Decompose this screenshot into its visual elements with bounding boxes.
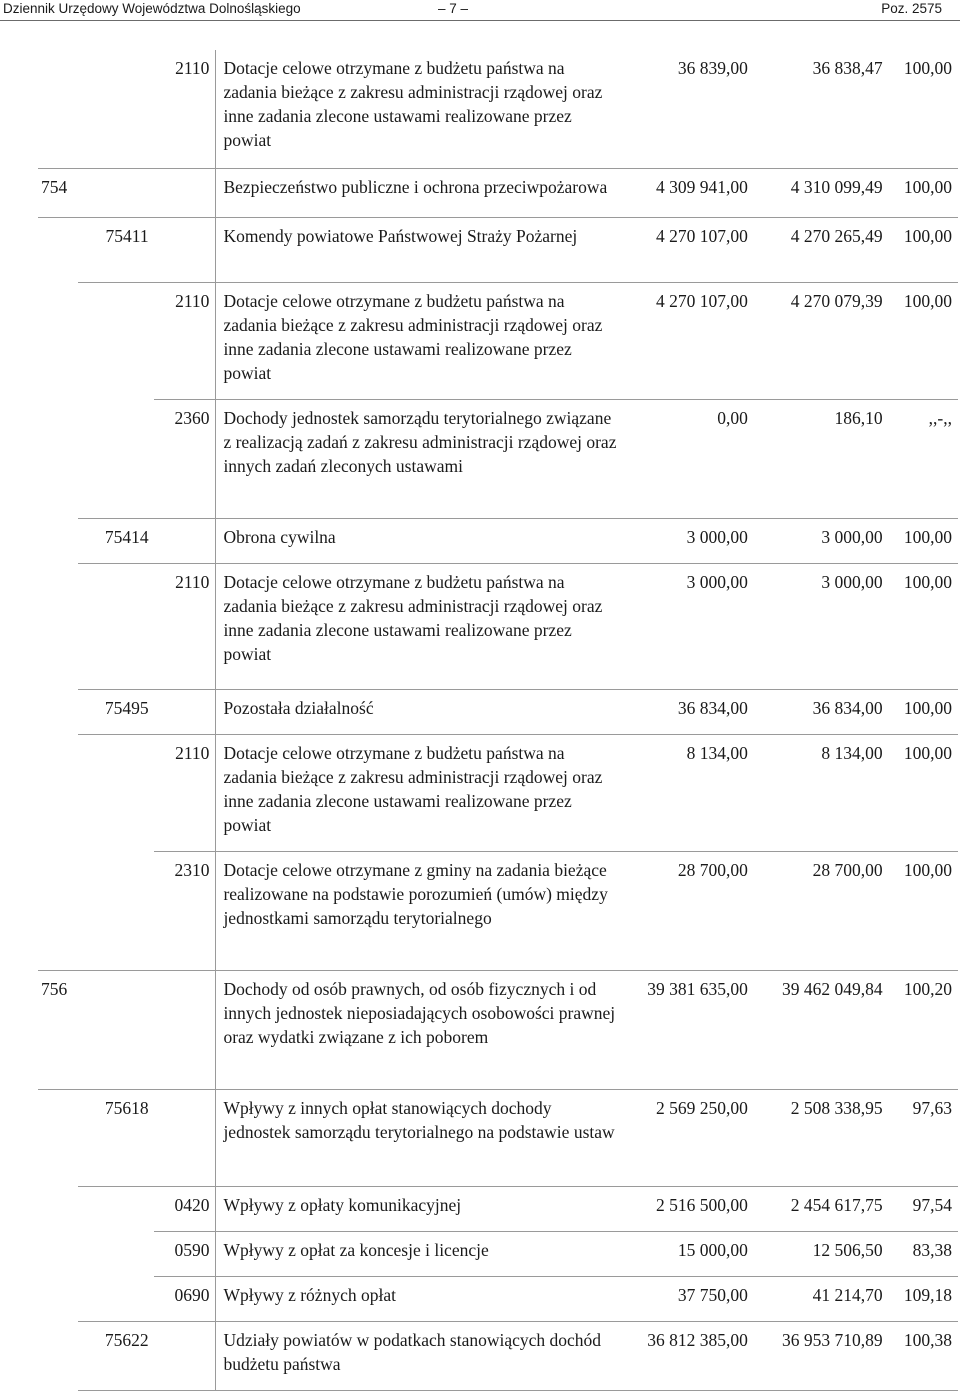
- rozdzial-number-cell: [78, 283, 153, 400]
- percent-value: 100,00: [903, 226, 952, 246]
- plan-amount: 0,00: [717, 408, 748, 428]
- description-text-cell: [216, 1090, 626, 1187]
- description-text-cell: [216, 50, 626, 169]
- dzial-number-cell: [38, 971, 78, 1090]
- paragraf-number-cell: [154, 1277, 216, 1322]
- execution-amount: 3 000,00: [821, 527, 883, 547]
- dzial-number: [41, 735, 78, 845]
- dzial-number: [41, 400, 78, 518]
- plan-amount: 37 750,00: [677, 1285, 748, 1305]
- rozdzial-number-cell: [78, 519, 153, 564]
- rozdzial-number: [78, 169, 148, 217]
- paragraf-number-cell: [154, 50, 216, 169]
- execution-amount-cell: [750, 218, 886, 283]
- percent-value-cell: [886, 283, 958, 400]
- paragraf-number-cell: [154, 852, 216, 971]
- description-text-cell: [216, 218, 626, 283]
- paragraf-number-cell: [154, 971, 216, 1090]
- paragraf-number: 0690: [174, 1285, 210, 1305]
- paragraf-number: [154, 218, 210, 282]
- table-row: [38, 400, 958, 519]
- execution-amount-cell: [750, 50, 886, 169]
- execution-amount: 28 700,00: [812, 860, 883, 880]
- percent-value: 100,00: [903, 572, 952, 592]
- rozdzial-number: [78, 1277, 148, 1319]
- rozdzial-number-cell: [78, 1090, 153, 1187]
- rozdzial-number-cell: [78, 218, 153, 283]
- dzial-number-cell: [38, 690, 78, 735]
- percent-value-cell: [886, 690, 958, 735]
- dzial-number-cell: [38, 519, 78, 564]
- dzial-number-cell: [38, 564, 78, 690]
- dzial-number: [41, 1187, 78, 1229]
- percent-value: 100,00: [903, 291, 952, 311]
- percent-value: 97,63: [912, 1098, 952, 1118]
- execution-amount: 41 214,70: [812, 1285, 883, 1305]
- description-text: Komendy powiatowe Państwowej Straży Pożarnej: [223, 226, 578, 246]
- description-text: Udziały powiatów w podatkach stanowiących dochód budżetu państwa: [223, 1330, 602, 1374]
- plan-amount-cell: [626, 50, 750, 169]
- paragraf-number: 2110: [175, 743, 210, 763]
- dzial-number-cell: [38, 1090, 78, 1187]
- paragraf-number: 2110: [175, 58, 210, 78]
- rozdzial-number: [78, 1187, 148, 1229]
- plan-amount: 3 000,00: [686, 527, 748, 547]
- percent-value-cell: [886, 735, 958, 852]
- percent-value: 100,00: [903, 743, 952, 763]
- journal-title: Dziennik Urzędowy Województwa Dolnośląskiego: [3, 1, 301, 16]
- dzial-number: 754: [41, 177, 68, 197]
- execution-amount-cell: [750, 1090, 886, 1187]
- plan-amount: 39 381 635,00: [647, 979, 748, 999]
- table-row: [38, 1232, 958, 1277]
- percent-value-cell: [886, 218, 958, 283]
- description-text-cell: [216, 169, 626, 218]
- plan-amount: 8 134,00: [686, 743, 748, 763]
- table-row: [38, 218, 958, 283]
- budget-table: [38, 50, 958, 1391]
- paragraf-number-cell: [154, 564, 216, 690]
- description-text: Dotacje celowe otrzymane z gminy na zadania bieżące realizowane na podstawie porozumień (umów) między jednostkami samorządu terytorialnego: [223, 860, 608, 928]
- execution-amount-cell: [750, 519, 886, 564]
- table-row: [38, 50, 958, 169]
- percent-value: 100,00: [903, 698, 952, 718]
- execution-amount-cell: [750, 852, 886, 971]
- plan-amount-cell: [626, 852, 750, 971]
- plan-amount: 4 270 107,00: [655, 291, 748, 311]
- rozdzial-number-cell: [78, 50, 153, 169]
- plan-amount-cell: [626, 1187, 750, 1232]
- paragraf-number: 0420: [174, 1195, 210, 1215]
- description-text-cell: [216, 564, 626, 690]
- percent-value: 100,00: [903, 58, 952, 78]
- rozdzial-number-cell: [78, 564, 153, 690]
- rozdzial-number: [78, 50, 148, 168]
- paragraf-number: [154, 971, 210, 1089]
- description-text-cell: [216, 735, 626, 852]
- dzial-number-cell: [38, 852, 78, 971]
- plan-amount-cell: [626, 169, 750, 218]
- plan-amount-cell: [626, 564, 750, 690]
- plan-amount: 36 812 385,00: [647, 1330, 748, 1350]
- plan-amount: 36 834,00: [677, 698, 748, 718]
- page-header: [0, 0, 960, 21]
- dzial-number-cell: [38, 1187, 78, 1232]
- percent-value-cell: [886, 1277, 958, 1322]
- plan-amount-cell: [626, 283, 750, 400]
- description-text-cell: [216, 690, 626, 735]
- plan-amount: 15 000,00: [677, 1240, 748, 1260]
- paragraf-number-cell: [154, 1322, 216, 1391]
- percent-value: 109,18: [903, 1285, 952, 1305]
- percent-value: 100,00: [903, 177, 952, 197]
- percent-value-cell: [886, 1232, 958, 1277]
- table-row: [38, 971, 958, 1090]
- percent-value-cell: [886, 564, 958, 690]
- description-text: Dotacje celowe otrzymane z budżetu państwa na zadania bieżące z zakresu administracji rządowej oraz inne zadania zlecone ustawami realizowane przez powiat: [223, 58, 603, 150]
- dzial-number-cell: [38, 400, 78, 519]
- paragraf-number: [154, 169, 210, 217]
- paragraf-number-cell: [154, 400, 216, 519]
- description-text: Dotacje celowe otrzymane z budżetu państwa na zadania bieżące z zakresu administracji rządowej oraz inne zadania zlecone ustawami realizowane przez powiat: [223, 291, 603, 383]
- percent-value-cell: [886, 169, 958, 218]
- paragraf-number-cell: [154, 519, 216, 564]
- dzial-number: [41, 50, 78, 168]
- table-row: [38, 564, 958, 690]
- dzial-number: [41, 283, 78, 395]
- paragraf-number-cell: [154, 1232, 216, 1277]
- percent-value-cell: [886, 400, 958, 519]
- rozdzial-number: [78, 400, 148, 518]
- paragraf-number-cell: [154, 735, 216, 852]
- table-row: [38, 1187, 958, 1232]
- description-text: Wpływy z opłat za koncesje i licencje: [223, 1240, 489, 1260]
- plan-amount: 4 270 107,00: [655, 226, 748, 246]
- description-text: Wpływy z opłaty komunikacyjnej: [223, 1195, 462, 1215]
- percent-value-cell: [886, 1322, 958, 1391]
- paragraf-number-cell: [154, 690, 216, 735]
- execution-amount: 4 310 099,49: [790, 177, 883, 197]
- table-row: [38, 519, 958, 564]
- dzial-number: [41, 1090, 78, 1186]
- description-text-cell: [216, 1232, 626, 1277]
- plan-amount-cell: [626, 1277, 750, 1322]
- execution-amount: 4 270 265,49: [790, 226, 883, 246]
- paragraf-number: 2110: [175, 572, 210, 592]
- dzial-number-cell: [38, 169, 78, 218]
- description-text-cell: [216, 852, 626, 971]
- percent-value: 100,00: [903, 527, 952, 547]
- execution-amount: 3 000,00: [821, 572, 883, 592]
- paragraf-number: [154, 1090, 210, 1186]
- dzial-number: 756: [41, 979, 68, 999]
- description-text: Wpływy z różnych opłat: [223, 1285, 396, 1305]
- paragraf-number: [154, 1322, 210, 1382]
- execution-amount-cell: [750, 1277, 886, 1322]
- rozdzial-number: [78, 971, 148, 1089]
- paragraf-number: 2360: [174, 408, 210, 428]
- description-text: Wpływy z innych opłat stanowiących dochody jednostek samorządu terytorialnego na podstawie ustaw: [223, 1098, 615, 1142]
- plan-amount: 4 309 941,00: [655, 177, 748, 197]
- rozdzial-number-cell: [78, 169, 153, 218]
- description-text: Dochody od osób prawnych, od osób fizycznych i od innych jednostek nieposiadających osobowości prawnej oraz wydatki związane z ich poborem: [223, 979, 616, 1047]
- percent-value-cell: [886, 1090, 958, 1187]
- rozdzial-number: [78, 283, 148, 395]
- rozdzial-number: [78, 1232, 148, 1274]
- rozdzial-number: [78, 564, 148, 689]
- plan-amount: 2 516 500,00: [655, 1195, 748, 1215]
- table-row: [38, 852, 958, 971]
- description-text-cell: [216, 519, 626, 564]
- dzial-number-cell: [38, 1322, 78, 1391]
- description-text: Bezpieczeństwo publiczne i ochrona przeciwpożarowa: [223, 177, 608, 197]
- rozdzial-number-cell: [78, 400, 153, 519]
- percent-value: ,,-,,: [928, 408, 952, 428]
- rozdzial-number-cell: [78, 1187, 153, 1232]
- rozdzial-number: 75622: [104, 1330, 149, 1350]
- table-row: [38, 1277, 958, 1322]
- paragraf-number: [154, 690, 210, 730]
- table-row: [38, 690, 958, 735]
- execution-amount: 2 508 338,95: [790, 1098, 883, 1118]
- description-text: Pozostała działalność: [223, 698, 374, 718]
- execution-amount-cell: [750, 564, 886, 690]
- plan-amount: 28 700,00: [677, 860, 748, 880]
- dzial-number-cell: [38, 735, 78, 852]
- execution-amount-cell: [750, 1232, 886, 1277]
- plan-amount: 36 839,00: [677, 58, 748, 78]
- description-text: Dotacje celowe otrzymane z budżetu państwa na zadania bieżące z zakresu administracji rządowej oraz inne zadania zlecone ustawami realizowane przez powiat: [223, 743, 603, 835]
- description-text-cell: [216, 1277, 626, 1322]
- percent-value-cell: [886, 852, 958, 971]
- rozdzial-number: 75411: [105, 226, 149, 246]
- description-text-cell: [216, 1187, 626, 1232]
- plan-amount-cell: [626, 690, 750, 735]
- execution-amount-cell: [750, 735, 886, 852]
- rozdzial-number: [78, 852, 148, 970]
- percent-value: 100,20: [903, 979, 952, 999]
- percent-value-cell: [886, 971, 958, 1090]
- rozdzial-number-cell: [78, 735, 153, 852]
- rozdzial-number: 75618: [104, 1098, 149, 1118]
- dzial-number: [41, 852, 78, 970]
- execution-amount-cell: [750, 1187, 886, 1232]
- table-row: [38, 283, 958, 400]
- execution-amount: 8 134,00: [821, 743, 883, 763]
- plan-amount-cell: [626, 519, 750, 564]
- execution-amount-cell: [750, 971, 886, 1090]
- dzial-number-cell: [38, 1232, 78, 1277]
- execution-amount: 12 506,50: [812, 1240, 883, 1260]
- rozdzial-number-cell: [78, 1232, 153, 1277]
- execution-amount: 2 454 617,75: [790, 1195, 883, 1215]
- plan-amount-cell: [626, 1090, 750, 1187]
- position-number: Poz. 2575: [881, 1, 942, 16]
- plan-amount-cell: [626, 218, 750, 283]
- plan-amount: 2 569 250,00: [655, 1098, 748, 1118]
- plan-amount-cell: [626, 1322, 750, 1391]
- description-text: Dotacje celowe otrzymane z budżetu państwa na zadania bieżące z zakresu administracji rządowej oraz inne zadania zlecone ustawami realizowane przez powiat: [223, 572, 603, 664]
- paragraf-number-cell: [154, 1090, 216, 1187]
- rozdzial-number-cell: [78, 852, 153, 971]
- paragraf-number: [154, 519, 210, 557]
- dzial-number: [41, 1277, 78, 1319]
- paragraf-number: 2110: [175, 291, 210, 311]
- paragraf-number: 0590: [174, 1240, 210, 1260]
- paragraf-number-cell: [154, 218, 216, 283]
- dzial-number-cell: [38, 1277, 78, 1322]
- dzial-number: [41, 519, 78, 557]
- table-row: [38, 1090, 958, 1187]
- percent-value-cell: [886, 50, 958, 169]
- description-text-cell: [216, 400, 626, 519]
- rozdzial-number-cell: [78, 1277, 153, 1322]
- dzial-number-cell: [38, 218, 78, 283]
- dzial-number: [41, 1232, 78, 1274]
- dzial-number: [41, 564, 78, 689]
- rozdzial-number: 75495: [104, 698, 149, 718]
- execution-amount: 36 834,00: [812, 698, 883, 718]
- percent-value: 100,38: [903, 1330, 952, 1350]
- rozdzial-number-cell: [78, 971, 153, 1090]
- dzial-number: [41, 218, 78, 282]
- execution-amount-cell: [750, 1322, 886, 1391]
- table-row: [38, 1322, 958, 1391]
- description-text-cell: [216, 1322, 626, 1391]
- execution-amount: 39 462 049,84: [781, 979, 883, 999]
- description-text-cell: [216, 971, 626, 1090]
- plan-amount-cell: [626, 1232, 750, 1277]
- execution-amount-cell: [750, 690, 886, 735]
- description-text: Obrona cywilna: [223, 527, 336, 547]
- plan-amount-cell: [626, 735, 750, 852]
- plan-amount-cell: [626, 400, 750, 519]
- paragraf-number-cell: [154, 283, 216, 400]
- plan-amount-cell: [626, 971, 750, 1090]
- rozdzial-number: 75414: [104, 527, 149, 547]
- paragraf-number-cell: [154, 169, 216, 218]
- rozdzial-number: [78, 735, 148, 845]
- execution-amount-cell: [750, 169, 886, 218]
- paragraf-number-cell: [154, 1187, 216, 1232]
- execution-amount: 36 838,47: [812, 58, 883, 78]
- execution-amount-cell: [750, 283, 886, 400]
- rozdzial-number-cell: [78, 690, 153, 735]
- dzial-number-cell: [38, 283, 78, 400]
- percent-value-cell: [886, 1187, 958, 1232]
- description-text-cell: [216, 283, 626, 400]
- description-text: Dochody jednostek samorządu terytorialnego związane z realizacją zadań z zakresu administracji rządowej oraz innych zadań zleconych ustawami: [223, 408, 617, 476]
- percent-value: 83,38: [912, 1240, 952, 1260]
- plan-amount: 3 000,00: [686, 572, 748, 592]
- paragraf-number: 2310: [174, 860, 210, 880]
- dzial-number: [41, 690, 78, 730]
- execution-amount: 36 953 710,89: [781, 1330, 883, 1350]
- execution-amount-cell: [750, 400, 886, 519]
- percent-value: 100,00: [903, 860, 952, 880]
- percent-value: 97,54: [912, 1195, 952, 1215]
- execution-amount: 4 270 079,39: [790, 291, 883, 311]
- dzial-number-cell: [38, 50, 78, 169]
- percent-value-cell: [886, 519, 958, 564]
- table-row: [38, 735, 958, 852]
- page-number: – 7 –: [438, 1, 469, 16]
- dzial-number: [41, 1322, 78, 1382]
- table-row: [38, 169, 958, 218]
- rozdzial-number-cell: [78, 1322, 153, 1391]
- execution-amount: 186,10: [834, 408, 883, 428]
